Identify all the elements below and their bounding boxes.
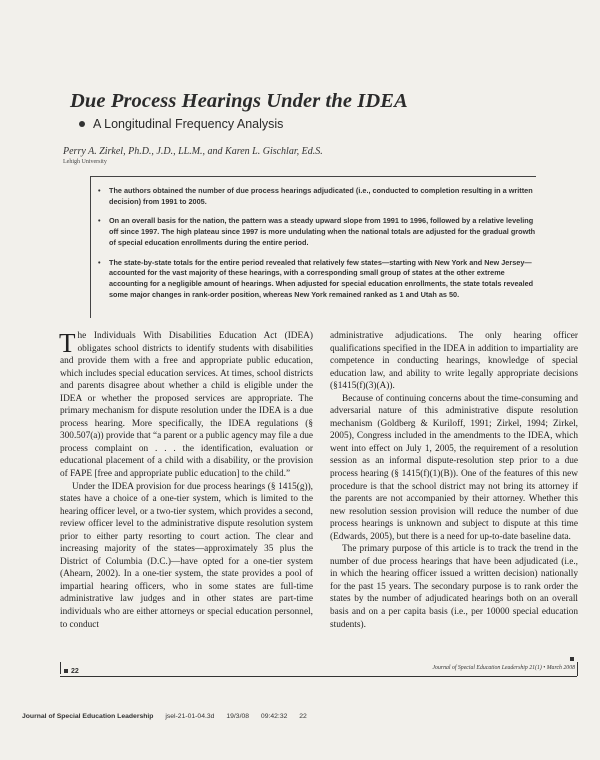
slug-date: 19/3/08 — [226, 713, 250, 720]
bullet-icon: • — [98, 186, 101, 195]
body-paragraph — [60, 330, 313, 481]
slug-time: 09:42:32 — [260, 713, 288, 720]
author-line: Perry A. Zirkel, Ph.D., J.D., LL.M., and Karen L. Gischlar, Ed.S. — [63, 146, 323, 157]
bullet-icon: • — [98, 216, 101, 226]
author-affiliation: Lehigh University — [63, 159, 107, 165]
footer-right-rule — [577, 662, 578, 676]
body-column-left — [60, 330, 313, 631]
summary-point-text: On an overall basis for the nation, the pattern was a steady upward slope from 1991 to 1996, followed by a relative leveling off since 1997. The high plateau since 1997 is more undulating when the national totals are adjusted for the gradual growth of special education enrollments during the entire period. — [109, 216, 536, 247]
summary-left-rule — [90, 176, 91, 318]
summary-point — [98, 216, 538, 248]
slug-file: jsel-21-01-04.3d — [165, 713, 215, 720]
body-paragraph: The primary purpose of this article is to track the trend in the number of due process hearings that have been adjudicated (i.e., in which the hearing officer issued a written decision) nationally for the past 15 years. The secondary purpose is to rank order the states by the number of adjudicated hearings both on an overall basis and on a per capita basis (i.e., per 10000 special education students). — [330, 544, 578, 630]
page-number-text: 22 — [71, 668, 79, 675]
footer-rule — [60, 676, 577, 677]
summary-point — [98, 186, 538, 207]
print-slug — [22, 713, 317, 720]
footer-left-rule — [60, 662, 61, 674]
body-paragraph: administrative adjudications. The only hearing officer qualifications specified in the IDEA in addition to impartiality are competence in conducting hearings, knowledge of special education law, and ability to write legally appropriate decisions (§1415(f)(3)(A)). — [330, 331, 578, 392]
article-subtitle — [79, 117, 283, 131]
body-column-right — [330, 330, 578, 631]
subtitle-text: A Longitudinal Frequency Analysis — [93, 117, 284, 131]
bullet-icon — [79, 121, 85, 127]
paragraph-text: he Individuals With Disabilities Education Act (IDEA) obligates school districts to identify students with disabilities and provide them with a free and appropriate public education, which includes special education services. At times, school districts and parents disagree about whether a child is eligible under the IDEA or whether the proposed services are appropriate. The primary mechanism for dispute resolution under the IDEA is a due process hearing. More specifically, the IDEA regulations (§ 300.507(a)) provide that “a parent or a public agency may file a due process complaint on . . . the identification, evaluation or educational placement of a child with a disability, or the provision of FAPE [free and appropriate public education] to the child.” — [60, 331, 313, 480]
body-paragraph: Under the IDEA provision for due process hearings (§ 1415(g)), states have a choice of a one-tier system, which is limited to the hearing officer level, or a two-tier system, which provides a second, review officer level to the administrative dispute resolution system prior to either party resorting to court action. The clear and increasing majority of the states—approximately 35 plus the District of Columbia (D.C.)—have opted for a one-tier system (Ahearn, 2002). In a one-tier system, the state provides a pool of impartial hearing officers, who in some states are full-time administrative law judges and in other states are part-time individuals who are either attorneys or special education personnel, to conduct — [60, 481, 313, 630]
journal-issue-line: Journal of Special Education Leadership 21(1) • March 2008 — [432, 665, 575, 671]
slug-journal: Journal of Special Education Leadership — [22, 713, 154, 720]
body-paragraph: Because of continuing concerns about the time-consuming and adversarial nature of this administrative dispute resolution mechanism (Goldberg & Kuriloff, 1991; Zirkel, 1994; Zirkel, 2005), Congress included in the amendments to the IDEA, which went into effect on July 1, 2005, the requirement of a resolution session as an informal dispute-resolution step prior to a due process hearing (§ 1415(f)(1)(B)). One of the features of this new procedure is that the school district may not bring its attorney if the parents are not accompanied by their attorney. Whether this new resolution session provision will reduce the number of due process hearings is unknown and subject to dispute at this time (Edwards, 2005), but there is a need for up-to-date baseline data. — [330, 393, 578, 542]
drop-cap: T — [59, 328, 76, 358]
page-number — [64, 668, 79, 675]
bullet-icon: • — [98, 257, 101, 267]
summary-point-text: The state-by-state totals for the entire period revealed that relatively few states—starting with New York and New Jersey—accounted for the vast majority of these hearings, with a corresponding small group of states at the other extreme accounting for a negligible amount of hearings. When adjusted for special education enrollments, the state totals revealed some major changes in rank-order position, whereas New York remained ranked as 1 and Utah as 50. — [109, 257, 534, 299]
summary-top-rule — [90, 176, 536, 177]
square-icon — [64, 669, 68, 673]
summary-box — [98, 186, 538, 309]
summary-point — [98, 258, 538, 301]
article-title: Due Process Hearings Under the IDEA — [70, 90, 408, 112]
slug-page: 22 — [299, 713, 307, 720]
square-icon — [570, 657, 574, 661]
summary-point-text: The authors obtained the number of due process hearings adjudicated (i.e., conducted to completion resulting in a written decision) from 1991 to 2005. — [109, 186, 533, 206]
